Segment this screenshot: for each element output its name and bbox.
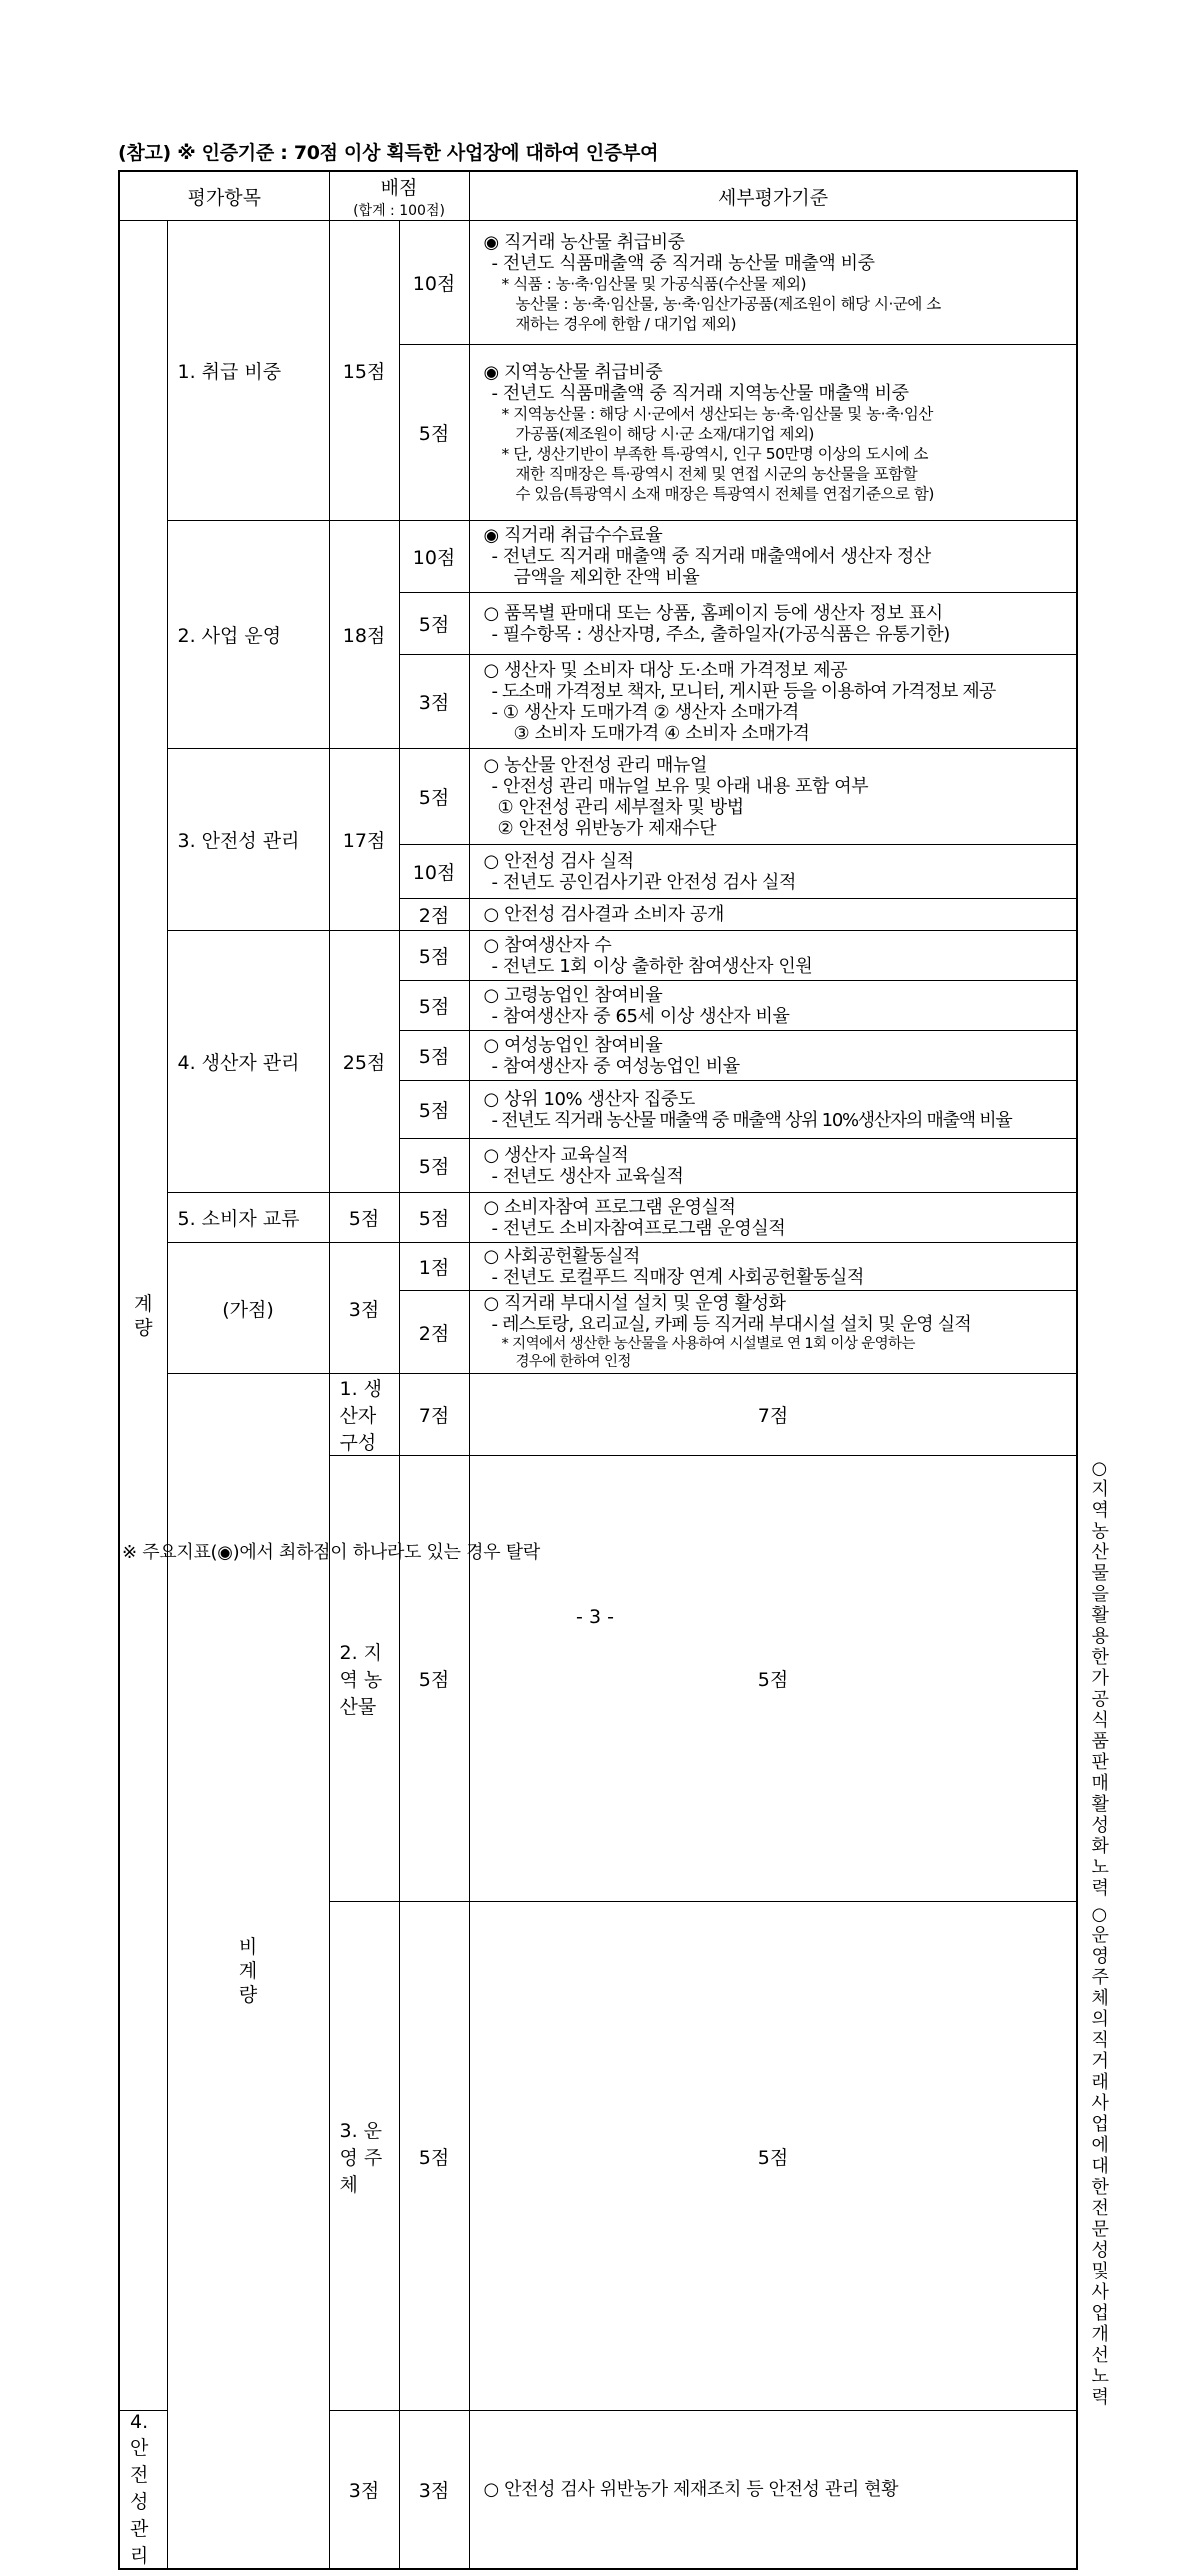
sub-score: 5점 bbox=[469, 1456, 1077, 1902]
table-header-row bbox=[119, 171, 1077, 221]
sub-score: 5점 bbox=[399, 593, 469, 655]
detail-cell: ○ 농산물 안전성 관리 매뉴얼 - 안전성 관리 매뉴얼 보유 및 아래 내용 포함 여부 ① 안전성 관리 세부절차 및 방법 ② 안전성 위반농가 제재수단 bbox=[469, 749, 1077, 845]
page-number: - 3 - bbox=[576, 1606, 614, 1628]
detail-cell: ○ 사회공헌활동실적 - 전년도 로컬푸드 직매장 연계 사회공헌활동실적 bbox=[469, 1243, 1077, 1291]
header-item: 평가항목 bbox=[119, 171, 329, 221]
sub-score: 5점 bbox=[469, 1902, 1077, 2411]
criteria-table bbox=[118, 170, 1109, 2570]
detail-cell: ○ 직거래 부대시설 설치 및 운영 활성화 - 레스토랑, 요리교실, 카페 등 직거래 부대시설 설치 및 운영 실적 * 지역에서 생산한 농산물을 사용하여 시설별로 연 1회 이상 운영하는 경우에 한하여 인정 bbox=[469, 1291, 1077, 1374]
table-row: 2. 지역 농산물 5점 5점 ○ 지역농산물을 활용한 가공식품 판매활성화 노력 bbox=[119, 1456, 1077, 1902]
sub-score: 2점 bbox=[399, 1291, 469, 1374]
sub-score: 3점 bbox=[399, 2411, 469, 2570]
table-row bbox=[119, 749, 1077, 845]
detail-cell: ◉ 지역농산물 취급비중 - 전년도 식품매출액 중 직거래 지역농산물 매출액 비중 * 지역농산물 : 해당 시·군에서 생산되는 농·축·임산물 및 농·축·임산 가공품(제조원이 해당 시·군 소재/대기업 제외) * 단, 생산기반이 부족한 특·광역시, 인구 50만명 이상의 도시에 소 재한 직매장은 특·광역시 전체 및 연접 시군의 농산물을 포함할 수 있음(특광역시 소재 매장은 특광역시 전체를 연접기준으로 함) bbox=[469, 345, 1077, 521]
item-label: (가점) bbox=[167, 1243, 329, 1374]
detail-cell: ◉ 직거래 농산물 취급비중 - 전년도 식품매출액 중 직거래 농산물 매출액 비중 * 식품 : 농·축·임산물 및 가공식품(수산물 제외) 농산물 : 농·축·임산물, 농·축·임산가공품(제조원이 해당 시·군에 소 재하는 경우에 한함 / 대기업 제외) bbox=[469, 221, 1077, 345]
item-total: 15점 bbox=[329, 221, 399, 521]
detail-cell: ○ 참여생산자 수 - 전년도 1회 이상 출하한 참여생산자 인원 bbox=[469, 931, 1077, 981]
item-total: 18점 bbox=[329, 521, 399, 749]
detail-cell: ○ 상위 10% 생산자 집중도 - 전년도 직거래 농산물 매출액 중 매출액 상위 10%생산자의 매출액 비율 bbox=[469, 1081, 1077, 1139]
detail-cell: ○ 품목별 판매대 또는 상품, 홈페이지 등에 생산자 정보 표시 - 필수항목 : 생산자명, 주소, 출하일자(가공식품은 유통기한) bbox=[469, 593, 1077, 655]
table-row bbox=[119, 521, 1077, 593]
table-row: 3. 운영 주체 5점 5점 ○ 운영주체의 직거래사업에 대한 전문성 및 사업개선노력 bbox=[119, 1902, 1077, 2411]
header-detail: 세부평가기준 bbox=[469, 171, 1077, 221]
item-total: 5점 bbox=[399, 1456, 469, 1902]
detail-cell: ○ 소비자참여 프로그램 운영실적 - 전년도 소비자참여프로그램 운영실적 bbox=[469, 1193, 1077, 1243]
table-row bbox=[119, 1374, 1077, 1456]
item-total: 5점 bbox=[399, 1902, 469, 2411]
sub-score: 10점 bbox=[399, 221, 469, 345]
detail-cell: ○ 안전성 검사 실적 - 전년도 공인검사기관 안전성 검사 실적 bbox=[469, 845, 1077, 899]
group-nonquantitative: 비 계 량 bbox=[167, 1374, 329, 2570]
item-label: 2. 지역 농산물 bbox=[329, 1456, 399, 1902]
page-title: (참고) ※ 인증기준 : 70점 이상 획득한 사업장에 대하여 인증부여 bbox=[118, 142, 659, 164]
detail-cell: ○ 생산자 교육실적 - 전년도 생산자 교육실적 bbox=[469, 1139, 1077, 1193]
table-row bbox=[119, 931, 1077, 981]
detail-cell: ◉ 직거래 취급수수료율 - 전년도 직거래 매출액 중 직거래 매출액에서 생산자 정산 금액을 제외한 잔액 비율 bbox=[469, 521, 1077, 593]
item-label: 3. 운영 주체 bbox=[329, 1902, 399, 2411]
sub-score: 5점 bbox=[399, 1193, 469, 1243]
sub-score: 2점 bbox=[399, 899, 469, 931]
detail-cell: ○ 안전성 검사 위반농가 제재조치 등 안전성 관리 현황 bbox=[469, 2411, 1077, 2570]
item-total: 7점 bbox=[399, 1374, 469, 1456]
detail-cell: ○ 고령농업인 참여비율 - 참여생산자 중 65세 이상 생산자 비율 bbox=[469, 981, 1077, 1031]
detail-cell: ○ 생산자 및 소비자 대상 도·소매 가격정보 제공 - 도소매 가격정보 책자, 모니터, 게시판 등을 이용하여 가격정보 제공 - ① 생산자 도매가격 ② 생산자 소매가격 ③ 소비자 도매가격 ④ 소비자 소매가격 bbox=[469, 655, 1077, 749]
item-label: 2. 사업 운영 bbox=[167, 521, 329, 749]
sub-score: 1점 bbox=[399, 1243, 469, 1291]
sub-score: 5점 bbox=[399, 345, 469, 521]
sub-score: 5점 bbox=[399, 1031, 469, 1081]
sub-score: 5점 bbox=[399, 931, 469, 981]
item-total: 3점 bbox=[329, 1243, 399, 1374]
sub-score: 3점 bbox=[399, 655, 469, 749]
item-total: 3점 bbox=[329, 2411, 399, 2570]
item-total: 25점 bbox=[329, 931, 399, 1193]
table-row bbox=[119, 221, 1077, 345]
sub-score: 7점 bbox=[469, 1374, 1077, 1456]
item-total: 5점 bbox=[329, 1193, 399, 1243]
item-total: 17점 bbox=[329, 749, 399, 931]
item-label: 1. 취급 비중 bbox=[167, 221, 329, 521]
detail-cell: ○ 여성농업인 참여비율 - 참여생산자 중 여성농업인 비율 bbox=[469, 1031, 1077, 1081]
sub-score: 5점 bbox=[399, 981, 469, 1031]
sub-score: 5점 bbox=[399, 1139, 469, 1193]
table-row bbox=[119, 1243, 1077, 1291]
group-quantitative: 계 량 bbox=[119, 221, 167, 2411]
detail-cell: ○ 안전성 검사결과 소비자 공개 bbox=[469, 899, 1077, 931]
item-label: 4. 생산자 관리 bbox=[167, 931, 329, 1193]
sub-score: 5점 bbox=[399, 749, 469, 845]
sub-score: 10점 bbox=[399, 521, 469, 593]
table-row bbox=[119, 1193, 1077, 1243]
sub-score: 5점 bbox=[399, 1081, 469, 1139]
sub-score: 10점 bbox=[399, 845, 469, 899]
footer-note: ※ 주요지표(◉)에서 최하점이 하나라도 있는 경우 탈락 bbox=[122, 1542, 540, 1563]
header-score: 배점 (합계 : 100점) bbox=[329, 171, 469, 221]
item-label: 3. 안전성 관리 bbox=[167, 749, 329, 931]
item-label: 4. 안전성 관리 bbox=[119, 2411, 167, 2570]
item-label: 5. 소비자 교류 bbox=[167, 1193, 329, 1243]
item-label: 1. 생산자 구성 bbox=[329, 1374, 399, 1456]
